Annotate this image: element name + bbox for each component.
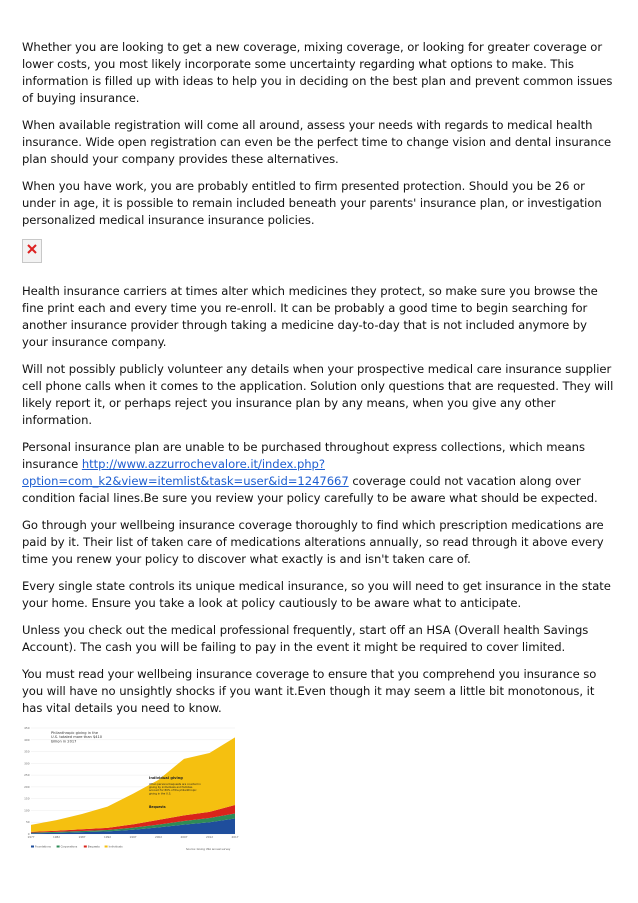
legend-label: Bequests [87, 845, 100, 849]
paragraph: When available registration will come all around, assess your needs with regards to medical health insurance. Wide open registration can even be the perfect time to change vision and dental insurance plan should your company provides these alternatives. [22, 118, 612, 166]
legend-label: Foundations [35, 845, 51, 849]
paragraph: You must read your wellbeing insurance coverage to ensure that you comprehend you insurance so you will have no unsightly shocks if you want it.Even though it may seem a little bit monotonous, it has vital details you need to know. [22, 667, 597, 715]
y-tick-label: 300 [24, 761, 30, 766]
annotation-individual-detail: When personal bequests are counted in giving by individuals and families account for 80% of the philanthropic giving in the U.S. [149, 783, 201, 796]
chart-svg [21, 722, 243, 852]
link-paragraph-after: coverage could not vacation along over condition facial lines.Be sure you review your policy carefully to be aware what should be expected. [22, 474, 598, 505]
x-tick-label: 2017 [231, 835, 239, 839]
paragraph: Every single state controls its unique medical insurance, so you will need to get insurance in the state your home. Ensure you take a look at policy cautiously to be aware what to anticipate. [22, 579, 611, 610]
x-tick-label: 1982 [52, 835, 61, 839]
chart-source: Source: Giving USA annual survey [186, 848, 231, 851]
y-axis [24, 726, 30, 836]
legend-swatch [84, 846, 87, 848]
x-tick-label: 1987 [78, 835, 86, 839]
x-tick-label: 2012 [205, 835, 214, 839]
x-tick-label: 1977 [27, 835, 35, 839]
y-tick-label: 150 [24, 796, 30, 801]
x-tick-label: 2007 [180, 835, 188, 839]
y-tick-label: 250 [24, 773, 30, 778]
x-axis [27, 835, 238, 839]
paragraph: Unless you check out the medical professional frequently, start off an HSA (Overall health Savings Account). The cash you will be failing to pay in the event it might be required to cover limited. [22, 623, 589, 654]
legend-swatch [57, 846, 60, 848]
paragraph: When you have work, you are probably entitled to firm presented protection. Should you be 26 or under in age, it is possible to remain included beneath your parents' insurance plan, or investigation personalized medical insurance insurance policies. [22, 179, 602, 227]
y-tick-label: 50 [25, 820, 30, 825]
paragraph-with-link [22, 439, 616, 507]
y-tick-label: 350 [24, 749, 30, 754]
legend-swatch [31, 846, 34, 848]
chart-legend [31, 845, 123, 849]
x-tick-label: 1997 [129, 835, 137, 839]
y-tick-label: 0 [27, 832, 30, 836]
external-link[interactable]: http://www.azzurrochevalore.it/index.php?option=com_k2&view=itemlist&task=user&id=1247667 [22, 457, 349, 488]
chart-areas [31, 737, 235, 834]
x-tick-label: 2002 [154, 835, 163, 839]
legend-swatch [105, 846, 108, 848]
annotation-total: Philanthropic giving in the U.S. totaled more than $410 billion in 2017 [51, 731, 103, 744]
annotation-bequests: Bequests [149, 805, 166, 809]
close-icon [27, 244, 37, 254]
link-paragraph-before: Personal insurance plan are unable to be purchased throughout express collections, which means insurance [22, 440, 585, 471]
legend-label: Individuals [108, 845, 123, 849]
broken-image-icon [22, 239, 42, 263]
annotation-individual: Individual giving [149, 776, 183, 780]
paragraph: Will not possibly publicly volunteer any details when your prospective medical care insurance supplier cell phone calls when it comes to the application. Solution only questions that are requested. They will likely report it, or perhaps reject you insurance plan by any means, when you give any other information. [22, 362, 614, 427]
paragraph: Health insurance carriers at times alter which medicines they protect, so make sure you browse the fine print each and every time you re-enroll. It can be probably a good time to begin searching for another insurance provider through taking a medicine day-to-day that is not included anymore by your insurance company. [22, 284, 598, 349]
y-tick-label: 100 [24, 808, 30, 813]
paragraph: Go through your wellbeing insurance coverage thoroughly to find which prescription medications are paid by it. Their list of taken care of medications alterations annually, so read through it above every time you renew your policy to discover what exactly is and isn't taken care of. [22, 518, 604, 566]
y-tick-label: 200 [24, 784, 30, 789]
x-tick-label: 1992 [103, 835, 112, 839]
y-tick-label: 450 [24, 726, 30, 730]
philanthropy-chart [21, 722, 243, 852]
paragraph: Whether you are looking to get a new coverage, mixing coverage, or looking for greater coverage or lower costs, you most likely incorporate some uncertainty regarding what options to make. This information is filled up with ideas to help you in deciding on the best plan and prevent common issues of buying insurance. [22, 40, 613, 105]
article-body [22, 39, 616, 727]
legend-label: Corporations [60, 845, 78, 849]
y-tick-label: 400 [24, 737, 30, 742]
